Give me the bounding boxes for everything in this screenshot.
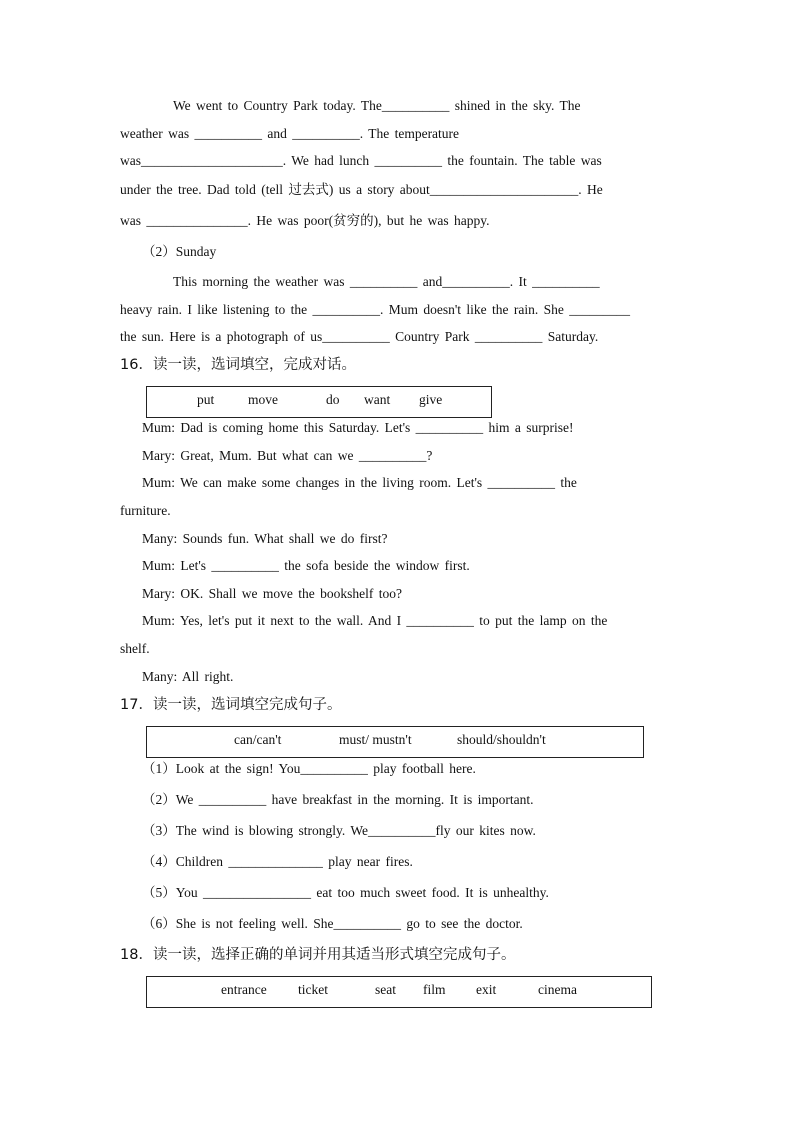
word-bank-item: seat [375,982,396,997]
word-bank-item: entrance [221,982,267,997]
word-bank-item: do [326,392,340,407]
dialogue-line: Mum: We can make some changes in the living room. Let's __________ the [142,475,577,490]
dialogue-line: Many: All right. [142,669,234,684]
word-bank-item: should/shouldn't [457,732,546,747]
dialogue-line: furniture. [120,503,171,518]
word-bank-18 [146,976,652,1008]
passage-line: heavy rain. I like listening to the __________. Mum doesn't like the rain. She _________ [120,302,630,317]
sentence-line: （5）You ________________ eat too much sweet food. It is unhealthy. [142,885,549,900]
dialogue-line: Many: Sounds fun. What shall we do first? [142,531,388,546]
dialogue-line: Mum: Let's __________ the sofa beside the window first. [142,558,470,573]
question-16-heading: 16．读一读，选词填空，完成对话。 [120,357,356,373]
word-bank-item: must/ mustn't [339,732,412,747]
passage-line: was_____________________. We had lunch __________ the fountain. The table was [120,153,602,168]
word-bank-item: exit [476,982,497,997]
passage-line: was _______________. He was poor(贫穷的), but he was happy. [120,213,490,228]
word-bank-item: want [364,392,391,407]
word-bank-item: can/can't [234,732,282,747]
passage-line: the sun. Here is a photograph of us__________ Country Park __________ Saturday. [120,329,599,344]
sentence-line: （1）Look at the sign! You__________ play football here. [142,761,476,776]
word-bank-17 [146,726,644,758]
word-bank-item: ticket [298,982,328,997]
word-bank-item: give [419,392,443,407]
dialogue-line: Mary: OK. Shall we move the bookshelf too? [142,586,402,601]
subheading-sunday: （2）Sunday [142,244,217,259]
word-bank-item: put [197,392,215,407]
sentence-line: （2）We __________ have breakfast in the morning. It is important. [142,792,534,807]
passage-line: We went to Country Park today. The__________ shined in the sky. The [173,98,581,113]
question-17-heading: 17．读一读，选词填空完成句子。 [120,697,342,713]
dialogue-line: Mum: Yes, let's put it next to the wall. And I __________ to put the lamp on the [142,613,608,628]
passage-line: weather was __________ and __________. The temperature [120,126,460,141]
dialogue-line: Mary: Great, Mum. But what can we __________? [142,448,433,463]
dialogue-line: Mum: Dad is coming home this Saturday. Let's __________ him a surprise! [142,420,574,435]
word-bank-item: cinema [538,982,577,997]
sentence-line: （4）Children ______________ play near fires. [142,854,413,869]
passage-line: under the tree. Dad told (tell 过去式) us a story about______________________. He [120,182,603,197]
sentence-line: （3）The wind is blowing strongly. We__________fly our kites now. [142,823,536,838]
word-bank-item: film [423,982,446,997]
word-bank-item: move [248,392,278,407]
dialogue-line: shelf. [120,641,150,656]
question-18-heading: 18．读一读，选择正确的单词并用其适当形式填空完成句子。 [120,947,516,963]
sentence-line: （6）She is not feeling well. She__________ go to see the doctor. [142,916,523,931]
word-bank-16 [146,386,492,418]
passage-line: This morning the weather was __________ and__________. It __________ [173,274,600,289]
